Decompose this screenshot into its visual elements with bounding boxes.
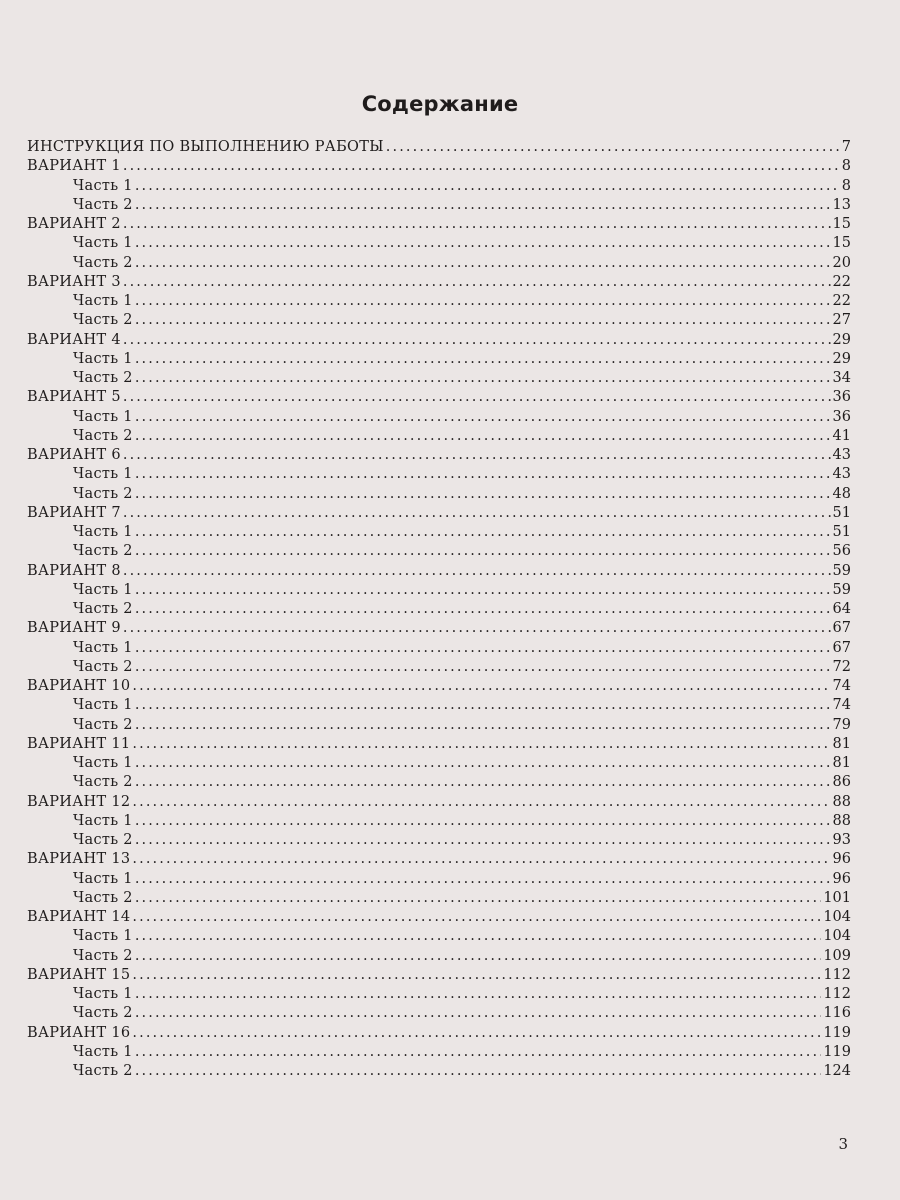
toc-entry-label: ВАРИАНТ 6 [27, 447, 121, 463]
toc-entry [27, 619, 851, 638]
toc-subentry [27, 812, 851, 831]
dot-leader [135, 408, 831, 427]
dot-leader [135, 523, 831, 542]
dot-leader [123, 619, 831, 638]
toc-entry [27, 273, 851, 292]
toc-entry-label: ВАРИАНТ 4 [27, 331, 121, 348]
toc-subentry [27, 311, 851, 330]
toc-entry-label: Часть 2 [73, 658, 133, 675]
dot-leader [135, 658, 831, 677]
toc-entry-page: 15 [832, 216, 851, 232]
dot-leader [123, 215, 831, 234]
toc-entry-label: ВАРИАНТ 3 [27, 273, 121, 290]
toc-entry [27, 138, 851, 157]
toc-subentry [27, 542, 851, 561]
dot-leader [123, 562, 831, 581]
toc-entry-label: ВАРИАНТ 7 [27, 504, 121, 521]
toc-entry-page: 86 [832, 774, 851, 791]
dot-leader [135, 1004, 821, 1023]
toc-entry-page: 74 [832, 678, 851, 694]
dot-leader [135, 600, 831, 619]
toc-entry-label: Часть 2 [73, 832, 133, 848]
toc-subentry [27, 369, 851, 388]
dot-leader [135, 812, 831, 831]
toc-subentry [27, 696, 851, 715]
toc-subentry [27, 465, 851, 484]
toc-entry-page: 119 [823, 1043, 851, 1060]
toc-subentry [27, 292, 851, 311]
toc-entry-page: 81 [832, 755, 851, 771]
toc-entry-label: Часть 2 [73, 716, 133, 733]
toc-entry [27, 562, 851, 581]
toc-entry-page: 88 [832, 793, 851, 810]
toc-entry-label: Часть 1 [73, 986, 133, 1002]
toc-entry-label: Часть 1 [73, 466, 133, 483]
dot-leader [135, 485, 831, 504]
toc-entry-page: 104 [823, 928, 851, 945]
toc-subentry [27, 196, 851, 215]
toc-entry-page: 20 [832, 254, 851, 271]
dot-leader [135, 542, 831, 561]
dot-leader [135, 985, 821, 1004]
page-number: 3 [838, 1135, 848, 1153]
toc-entry-page: 79 [832, 716, 851, 733]
toc-entry-page: 96 [832, 870, 851, 887]
toc-entry [27, 1024, 851, 1043]
toc-entry-label: ВАРИАНТ 8 [27, 562, 121, 579]
toc-entry-label: ВАРИАНТ 15 [27, 966, 131, 983]
toc-entry-label: Часть 1 [73, 755, 133, 771]
toc-entry-page: 96 [832, 851, 851, 868]
toc-entry-label: Часть 1 [73, 524, 133, 540]
dot-leader [135, 889, 821, 908]
toc-entry [27, 850, 851, 869]
toc-entry-label: Часть 2 [73, 601, 133, 617]
dot-leader [135, 196, 831, 215]
toc-entry-label: Часть 1 [73, 293, 133, 309]
toc-entry-label: ВАРИАНТ 14 [27, 909, 131, 925]
toc-subentry [27, 177, 851, 196]
dot-leader [135, 1062, 821, 1081]
dot-leader [123, 504, 831, 523]
toc-entry-page: 67 [832, 620, 851, 637]
dot-leader [135, 465, 831, 484]
toc-entry-label: Часть 2 [73, 543, 133, 560]
toc-subentry [27, 408, 851, 427]
toc-entry [27, 388, 851, 407]
dot-leader [123, 157, 840, 176]
toc-entry-label: ВАРИАНТ 9 [27, 620, 121, 637]
toc-entry [27, 908, 851, 927]
dot-leader [123, 331, 831, 350]
toc-subentry [27, 427, 851, 446]
toc-entry-page: 67 [832, 639, 851, 656]
dot-leader [135, 716, 831, 735]
dot-leader [132, 1024, 821, 1043]
dot-leader [135, 1043, 821, 1062]
toc-entry-label: ВАРИАНТ 2 [27, 216, 121, 232]
toc-entry-page: 48 [832, 485, 851, 502]
dot-leader [135, 947, 821, 966]
dot-leader [135, 581, 831, 600]
toc-entry-page: 88 [832, 812, 851, 829]
toc-entry-page: 116 [823, 1005, 851, 1022]
toc-entry-label: Часть 2 [73, 774, 133, 791]
toc-entry-label: Часть 1 [73, 697, 133, 714]
toc-entry [27, 966, 851, 985]
toc-entry-page: 72 [832, 658, 851, 675]
toc-entry [27, 677, 851, 696]
toc-entry-label: Часть 1 [73, 177, 133, 194]
toc-entry-page: 109 [823, 947, 851, 964]
dot-leader [132, 735, 830, 754]
dot-leader [135, 177, 840, 196]
dot-leader [132, 677, 830, 696]
toc-entry-label: Часть 1 [73, 870, 133, 887]
toc-entry-label: Часть 2 [73, 312, 133, 329]
dot-leader [132, 966, 821, 985]
dot-leader [123, 388, 831, 407]
toc-entry [27, 215, 851, 234]
dot-leader [135, 311, 831, 330]
dot-leader [135, 754, 831, 773]
toc-entry [27, 157, 851, 176]
toc-entry-label: Часть 2 [73, 1063, 133, 1079]
toc-entry-label: Часть 1 [73, 408, 133, 425]
toc-entry [27, 331, 851, 350]
toc-subentry [27, 254, 851, 273]
toc-entry-label: Часть 2 [73, 889, 133, 906]
toc-subentry [27, 831, 851, 850]
toc-subentry [27, 600, 851, 619]
toc-entry-page: 27 [832, 312, 851, 329]
toc-entry-page: 119 [823, 1024, 851, 1041]
table-of-contents [27, 138, 851, 1081]
toc-entry-page: 7 [841, 139, 851, 155]
toc-entry-page: 112 [823, 966, 851, 983]
toc-entry-page: 41 [832, 427, 851, 444]
toc-subentry [27, 1062, 851, 1081]
toc-entry-label: Часть 2 [73, 947, 133, 964]
toc-entry-page: 15 [832, 235, 851, 252]
toc-subentry [27, 985, 851, 1004]
dot-leader [135, 234, 831, 253]
toc-entry-page: 101 [823, 889, 851, 906]
toc-entry-label: Часть 2 [73, 427, 133, 444]
toc-entry-label: Часть 2 [73, 485, 133, 502]
toc-entry-page: 29 [832, 350, 851, 367]
toc-subentry [27, 927, 851, 946]
toc-subentry [27, 658, 851, 677]
toc-entry [27, 793, 851, 812]
toc-entry-label: ВАРИАНТ 5 [27, 389, 121, 406]
dot-leader [123, 446, 831, 465]
toc-entry [27, 735, 851, 754]
toc-entry-label: Часть 2 [73, 196, 133, 213]
toc-entry-label: ВАРИАНТ 16 [27, 1024, 131, 1041]
dot-leader [135, 254, 831, 273]
toc-entry-label: ВАРИАНТ 12 [27, 793, 131, 810]
toc-entry-page: 51 [832, 524, 851, 540]
toc-entry-page: 22 [832, 293, 851, 309]
toc-entry-page: 104 [823, 909, 851, 925]
toc-entry-label: Часть 2 [73, 254, 133, 271]
toc-entry [27, 504, 851, 523]
toc-entry-page: 36 [832, 408, 851, 425]
toc-entry-page: 81 [832, 735, 851, 752]
toc-subentry [27, 870, 851, 889]
toc-subentry [27, 716, 851, 735]
dot-leader [135, 427, 831, 446]
dot-leader [386, 138, 840, 157]
toc-entry-page: 51 [832, 504, 851, 521]
toc-entry-page: 43 [832, 466, 851, 483]
toc-subentry [27, 485, 851, 504]
toc-entry-label: Часть 1 [73, 1043, 133, 1060]
toc-entry-page: 13 [832, 196, 851, 213]
dot-leader [135, 292, 831, 311]
toc-entry-page: 8 [841, 177, 851, 194]
dot-leader [135, 350, 831, 369]
dot-leader [135, 831, 831, 850]
toc-entry-page: 8 [841, 158, 851, 175]
dot-leader [135, 639, 831, 658]
toc-entry-page: 59 [832, 562, 851, 579]
toc-entry-label: Часть 1 [73, 812, 133, 829]
toc-entry-page: 34 [832, 370, 851, 386]
dot-leader [135, 696, 831, 715]
toc-entry-label: Часть 1 [73, 928, 133, 945]
toc-subentry [27, 889, 851, 908]
toc-entry-page: 112 [823, 986, 851, 1002]
toc-subentry [27, 639, 851, 658]
toc-subentry [27, 773, 851, 792]
toc-entry-label: Часть 1 [73, 350, 133, 367]
toc-entry-label: ВАРИАНТ 10 [27, 678, 131, 694]
dot-leader [123, 273, 831, 292]
page-title: Содержание [361, 92, 519, 116]
toc-entry-page: 29 [832, 331, 851, 348]
dot-leader [132, 850, 830, 869]
dot-leader [135, 773, 831, 792]
toc-subentry [27, 1004, 851, 1023]
toc-entry-page: 64 [832, 601, 851, 617]
toc-entry-label: Часть 2 [73, 370, 133, 386]
toc-entry-label: Часть 1 [73, 235, 133, 252]
dot-leader [135, 870, 831, 889]
dot-leader [135, 927, 821, 946]
toc-subentry [27, 947, 851, 966]
toc-subentry [27, 581, 851, 600]
toc-entry-page: 124 [823, 1063, 851, 1079]
toc-entry [27, 446, 851, 465]
toc-entry-label: ИНСТРУКЦИЯ ПО ВЫПОЛНЕНИЮ РАБОТЫ [27, 139, 384, 155]
toc-entry-label: ВАРИАНТ 11 [27, 735, 131, 752]
toc-entry-label: Часть 1 [73, 639, 133, 656]
dot-leader [135, 369, 831, 388]
toc-entry-page: 56 [832, 543, 851, 560]
toc-entry-label: ВАРИАНТ 13 [27, 851, 131, 868]
dot-leader [132, 793, 830, 812]
toc-subentry [27, 234, 851, 253]
toc-subentry [27, 1043, 851, 1062]
toc-entry-label: Часть 2 [73, 1005, 133, 1022]
toc-entry-page: 74 [832, 697, 851, 714]
toc-entry-label: Часть 1 [73, 581, 133, 598]
toc-entry-page: 93 [832, 832, 851, 848]
toc-entry-page: 59 [832, 581, 851, 598]
toc-entry-page: 43 [832, 447, 851, 463]
toc-entry-label: ВАРИАНТ 1 [27, 158, 121, 175]
toc-subentry [27, 523, 851, 542]
dot-leader [132, 908, 821, 927]
toc-subentry [27, 754, 851, 773]
toc-subentry [27, 350, 851, 369]
toc-entry-page: 36 [832, 389, 851, 406]
toc-entry-page: 22 [832, 273, 851, 290]
